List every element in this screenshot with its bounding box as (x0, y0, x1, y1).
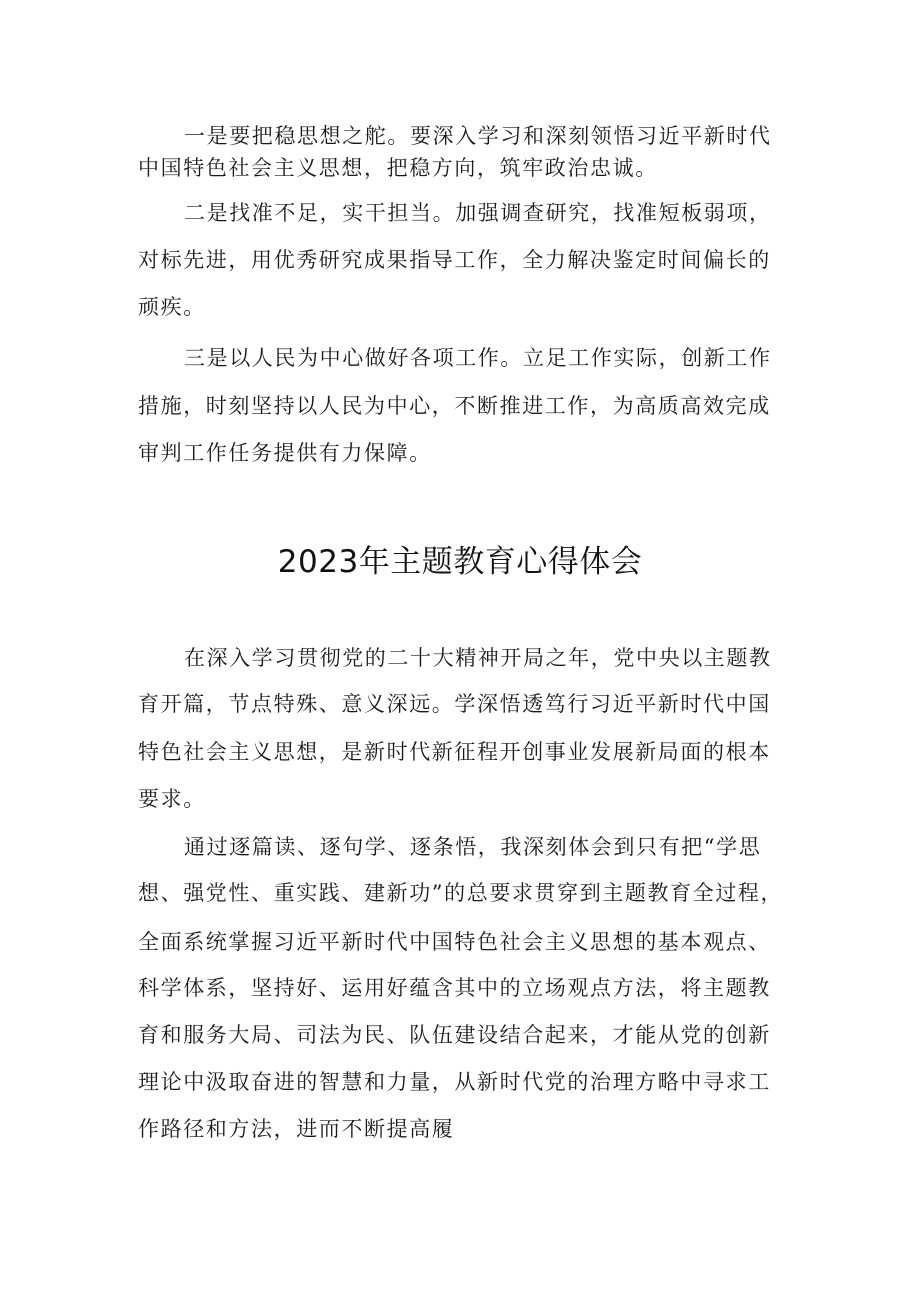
text-line: 育开篇，节点特殊、意义深远。学深悟透笃行习近平新时代中国 (138, 692, 771, 716)
text-line: 对标先进，用优秀研究成果指导工作，全力解决鉴定时间偏长的 (138, 248, 771, 272)
text-line: 措施，时刻坚持以人民为中心，不断推进工作，为高质高效完成 (138, 394, 771, 418)
text-line: 三是以人民为中心做好各项工作。立足工作实际，创新工作 (184, 346, 772, 370)
text-line: 科学体系，坚持好、运用好蕴含其中的立场观点方法，将主题教 (138, 976, 771, 1000)
text-line: 要求。 (138, 787, 206, 811)
text-line: 中国特色社会主义思想，把稳方向，筑牢政治忠诚。 (138, 156, 658, 180)
text-line: 通过逐篇读、逐句学、逐条悟，我深刻体会到只有把“学思 (184, 835, 762, 859)
text-line: 全面系统掌握习近平新时代中国特色社会主义思想的基本观点、 (138, 930, 771, 954)
text-line: 二是找准不足，实干担当。加强调查研究，找准短板弱项， (184, 201, 772, 225)
text-line: 审判工作任务提供有力保障。 (138, 441, 432, 465)
text-line: 一是要把稳思想之舵。要深入学习和深刻领悟习近平新时代 (184, 124, 772, 148)
text-line: 理论中汲取奋进的智慧和力量，从新时代党的治理方略中寻求工 (138, 1070, 771, 1094)
text-line: 作路径和方法，进而不断提高履 (138, 1117, 455, 1141)
text-line: 育和服务大局、司法为民、队伍建设结合起来，才能从党的创新 (138, 1023, 771, 1047)
text-line: 顽疾。 (138, 295, 206, 319)
text-line: 想、强党性、重实践、建新功”的总要求贯穿到主题教育全过程， (138, 881, 784, 905)
text-line: 特色社会主义思想，是新时代新征程开创事业发展新局面的根本 (138, 740, 771, 764)
page-title: 2023年主题教育心得体会 (277, 544, 643, 580)
text-line: 在深入学习贯彻党的二十大精神开局之年，党中央以主题教 (184, 646, 772, 670)
